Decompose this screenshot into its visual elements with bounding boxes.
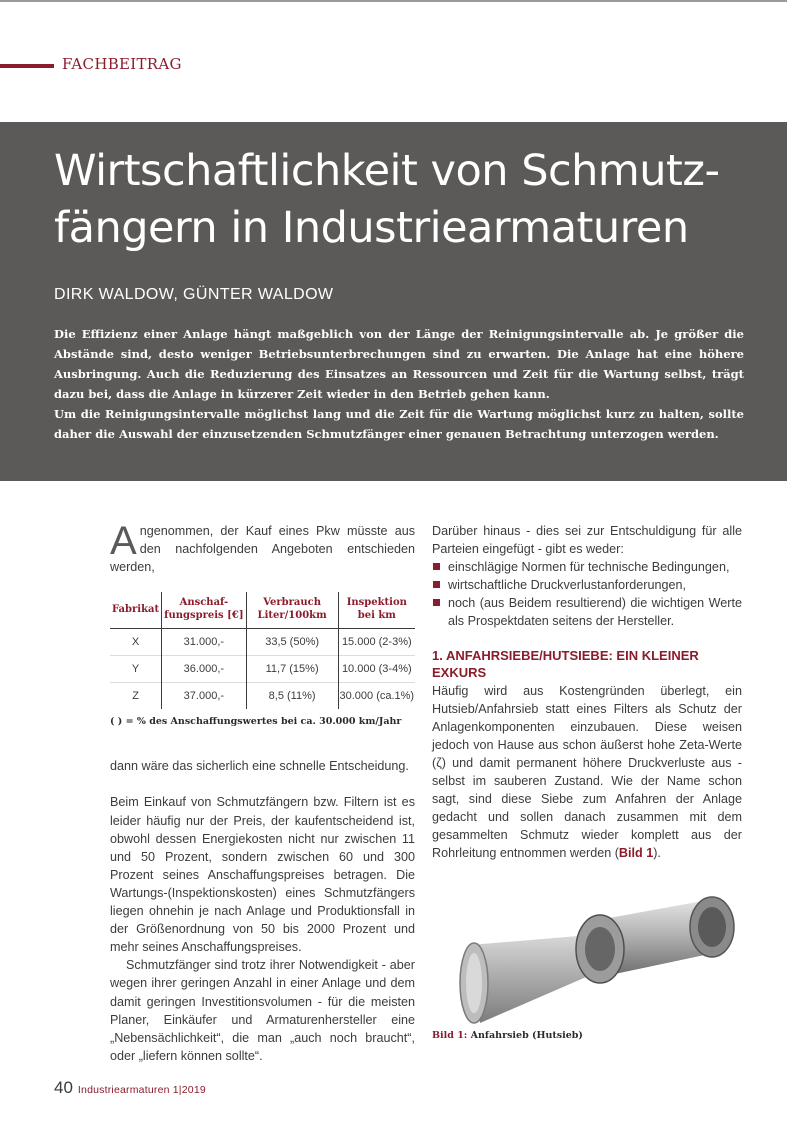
right-column [432,522,742,863]
intro-text: ngenommen, der Kauf eines Pkw müsste aus den nachfolgenden Angeboten entschieden werden, [110,524,415,575]
figure-reference: Bild 1 [618,846,654,861]
list-item: einschlägige Normen für technische Bedingungen, [432,558,742,576]
title-line-2: fängern in Industriearmaturen [54,203,689,253]
body-paragraph: Darüber hinaus - dies sei zur Entschuldigung für alle Parteien eingefügt - gibt es weder: [432,524,742,557]
body-paragraph: Schmutzfänger sind trotz ihrer Notwendigkeit - aber wegen ihrer geringen Anzahl in einer Anlage und dem damit geringen Investitionsvolumen - für die meisten Planer, Einkäufer und Armaturenhersteller eine „Nebensächlichkeit“, die man „auch noch braucht“, oder „liefern können sollte“. [110,958,415,1063]
table-row [110,683,415,710]
table-cell: 11,7 (15%) [246,656,338,683]
table-cell: Z [110,683,162,710]
list-item: wirtschaftliche Druckverlustanforderungen, [432,576,742,594]
magazine-issue: Industriearmaturen 1|2019 [77,1084,206,1096]
figure-caption-label: Bild 1: [432,1030,468,1041]
table-cell: 31.000,- [162,629,246,656]
section-heading: 1. ANFAHRSIEBE/HUTSIEBE: EIN KLEINER EXKURS [432,647,699,681]
figure-caption-text: Anfahrsieb (Hutsieb) [470,1030,583,1041]
table-header-cell: Verbrauch Liter/100km [246,592,338,629]
article-title [54,143,754,257]
table-cell: 30.000 (ca.1%) [338,683,415,710]
body-paragraph [432,682,742,863]
body-text: Häufig wird aus Kostengründen überlegt, ein Hutsieb/Anfahrsieb statt eines Filters als Schutz der Anlagenkomponenten einzubauen. Diese weisen jedoch von Hause aus schon äußerst hohe Zeta-Werte (ζ) und damit permanent höhere Druckverluste aus - selbst im sauberen Zustand. Wie der Name schon sagt, sind diese Siebe zum Anfahren der Anlage gedacht und sollen danach zusammen mit dem gesammelten Schmutz wieder komplett aus der Rohrleitung entnommen werden ( [432,683,742,861]
bullet-list [432,558,742,630]
left-column [110,519,415,1065]
list-item: noch (aus Beidem resultierend) die wichtigen Werte als Prospektdaten seitens der Hersteller. [432,594,742,630]
page-number: 40 [54,1078,73,1097]
table-cell: 15.000 (2-3%) [338,629,415,656]
table-cell: 36.000,- [162,656,246,683]
table-header-cell: Fabrikat [110,592,162,629]
section-accent-bar [0,64,54,68]
table-footnote: ( ) = % des Anschaffungswertes bei ca. 30.000 km/Jahr [110,716,402,728]
startup-strainer-photo [450,875,740,1025]
table-cell: 8,5 (11%) [246,683,338,710]
strainer-illustration [450,875,740,1025]
table-row [110,656,415,683]
drop-cap: A [110,519,137,563]
table-cell: Y [110,656,162,683]
title-line-1: Wirtschaftlichkeit von Schmutz- [54,146,720,196]
top-rule [0,0,787,2]
table-cell: X [131,636,140,649]
intro-paragraph [110,519,415,576]
comparison-table [110,592,415,709]
table-cell: 10.000 (3-4%) [338,656,415,683]
section-label: FACHBEITRAG [62,55,182,73]
table-header-row [110,592,415,629]
table-cell: 37.000,- [162,683,246,710]
figure-caption [432,1030,583,1041]
article-authors: DIRK WALDOW, GÜNTER WALDOW [54,286,334,303]
body-paragraph: Beim Einkauf von Schmutzfängern bzw. Filtern ist es leider häufig nur der Preis, der kaufentscheidend ist, obwohl dessen Energiekosten nicht nur zwischen 11 und 50 Prozent, sondern zwischen 60 und 300 Prozent seines Anschaffungspreises betragen. Die Wartungs-(Inspektionskosten) eines Schmutzfängers liegen ohnehin je nach Anlage und Produktionsfall in der Größenordnung von 50 bis 2000 Prozent und mehr seines Anschaffungspreises. [110,795,415,955]
table-header-cell: Inspektion bei km [338,592,415,629]
body-text-end: ). [653,846,661,861]
table-header-cell: Anschaf-fungspreis [€] [162,592,246,629]
lead-paragraph: Um die Reinigungsintervalle möglichst lang und die Zeit für die Wartung möglichst kurz zu halten, sollte daher die Auswahl der einzusetzenden Schmutzfänger einer genauen Betrachtung unterzogen werden. [54,407,744,441]
table-cell: 33,5 (50%) [246,629,338,656]
article-lead [54,324,744,444]
lead-paragraph: Die Effizienz einer Anlage hängt maßgeblich von der Länge der Reinigungsintervalle ab. Je größer die Abstände sind, desto weniger Betriebsunterbrechungen sind zu erwarten. Die Anlage hat eine höhere Ausbringung. Auch die Reduzierung des Einsatzes an Ressourcen und Zeit für die Wartung selbst, trägt dazu bei, dass die Anlage in kürzerer Zeit wieder in den Betrieb gehen kann. [54,327,744,401]
body-paragraph: dann wäre das sicherlich eine schnelle Entscheidung. [110,759,409,774]
page-footer [54,1078,206,1098]
table-row [110,629,415,656]
